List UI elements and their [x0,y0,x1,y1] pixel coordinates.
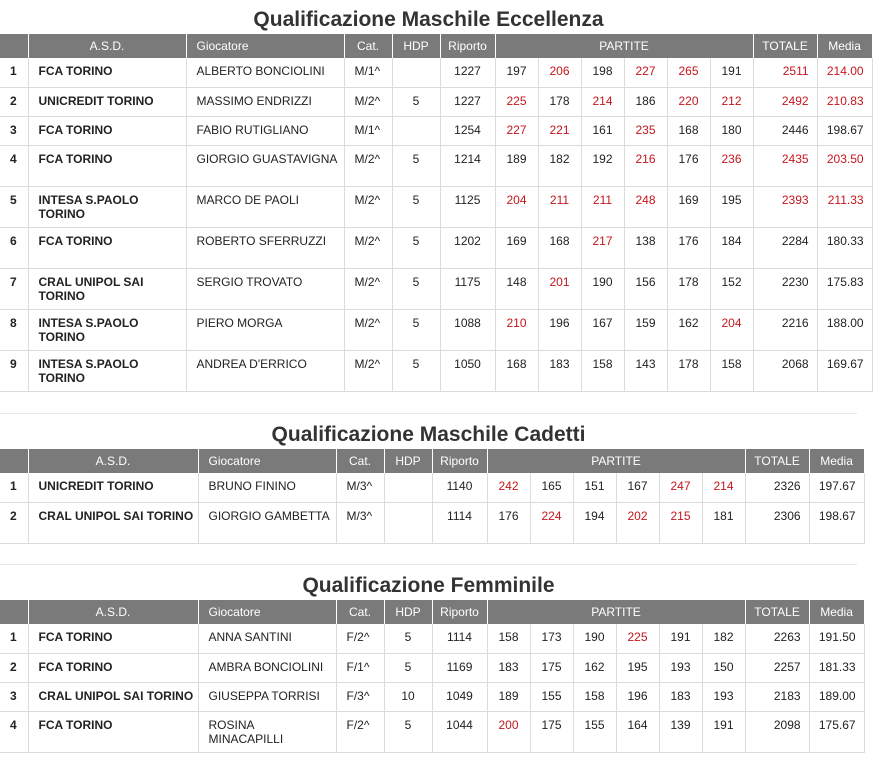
riporto-cell: 1049 [432,682,487,711]
average-cell: 203.50 [817,145,872,186]
average-cell: 191.50 [809,624,864,653]
game-score-cell: 178 [667,350,710,391]
player-cell: GIORGIO GUASTAVIGNA [186,145,344,186]
results-section [0,421,857,544]
rank-cell: 2 [0,653,28,682]
total-cell: 2306 [745,502,809,543]
player-cell: AMBRA BONCIOLINI [198,653,336,682]
game-score-cell: 156 [624,268,667,309]
total-cell: 2263 [745,624,809,653]
average-cell: 211.33 [817,186,872,227]
riporto-cell: 1088 [440,309,495,350]
game-score-cell: 225 [495,87,538,116]
riporto-cell: 1114 [432,624,487,653]
total-cell: 2284 [753,227,817,268]
riporto-cell: 1140 [432,473,487,502]
section-title: Qualificazione Maschile Cadetti [271,423,586,446]
header-totale: TOTALE [745,600,809,624]
riporto-cell: 1175 [440,268,495,309]
game-score-cell: 217 [581,227,624,268]
game-score-cell: 195 [616,653,659,682]
game-score-cell: 152 [710,268,753,309]
header-hdp: HDP [384,600,432,624]
header-cat: Cat. [344,34,392,58]
game-score-cell: 167 [581,309,624,350]
game-score-cell: 225 [616,624,659,653]
club-cell: FCA TORINO [28,653,198,682]
category-cell: M/1^ [344,58,392,87]
handicap-cell [384,473,432,502]
game-score-cell: 186 [624,87,667,116]
game-score-cell: 214 [702,473,745,502]
handicap-cell: 5 [392,309,440,350]
handicap-cell: 5 [392,227,440,268]
total-cell: 2446 [753,116,817,145]
game-score-cell: 211 [581,186,624,227]
table-row [0,711,864,752]
riporto-cell: 1227 [440,58,495,87]
average-cell: 181.33 [809,653,864,682]
game-score-cell: 182 [538,145,581,186]
game-score-cell: 167 [616,473,659,502]
game-score-cell: 193 [659,653,702,682]
handicap-cell: 5 [384,653,432,682]
table-row [0,186,872,227]
game-score-cell: 139 [659,711,702,752]
game-score-cell: 196 [538,309,581,350]
player-cell: ALBERTO BONCIOLINI [186,58,344,87]
game-score-cell: 176 [487,502,530,543]
player-cell: ANDREA D'ERRICO [186,350,344,391]
riporto-cell: 1169 [432,653,487,682]
player-cell: ROSINA MINACAPILLI [198,711,336,752]
header-partite: PARTITE [487,600,745,624]
game-score-cell: 227 [624,58,667,87]
rank-cell: 2 [0,502,28,543]
category-cell: M/2^ [344,145,392,186]
rank-cell: 8 [0,309,28,350]
club-cell: FCA TORINO [28,58,186,87]
club-cell: FCA TORINO [28,227,186,268]
game-score-cell: 190 [573,624,616,653]
game-score-cell: 265 [667,58,710,87]
total-cell: 2435 [753,145,817,186]
club-cell: FCA TORINO [28,145,186,186]
rank-cell: 1 [0,58,28,87]
average-cell: 188.00 [817,309,872,350]
average-cell: 189.00 [809,682,864,711]
category-cell: M/3^ [336,473,384,502]
header-riporto: Riporto [432,600,487,624]
club-cell: FCA TORINO [28,116,186,145]
total-cell: 2393 [753,186,817,227]
game-score-cell: 200 [487,711,530,752]
game-score-cell: 175 [530,653,573,682]
header-rank [0,449,28,473]
handicap-cell [392,58,440,87]
table-row [0,227,872,268]
handicap-cell: 5 [392,186,440,227]
category-cell: M/2^ [344,350,392,391]
total-cell: 2492 [753,87,817,116]
table-row [0,58,872,87]
game-score-cell: 169 [495,227,538,268]
rank-cell: 7 [0,268,28,309]
average-cell: 198.67 [809,502,864,543]
total-cell: 2068 [753,350,817,391]
section-divider [0,413,857,414]
average-cell: 210.83 [817,87,872,116]
header-row [0,34,872,58]
total-cell: 2230 [753,268,817,309]
game-score-cell: 143 [624,350,667,391]
handicap-cell: 5 [384,711,432,752]
rank-cell: 3 [0,116,28,145]
game-score-cell: 158 [487,624,530,653]
header-rank [0,34,28,58]
player-cell: FABIO RUTIGLIANO [186,116,344,145]
header-row [0,449,864,473]
rank-cell: 4 [0,711,28,752]
header-riporto: Riporto [432,449,487,473]
club-cell: CRAL UNIPOL SAI TORINO [28,682,198,711]
club-cell: UNICREDIT TORINO [28,473,198,502]
player-cell: MASSIMO ENDRIZZI [186,87,344,116]
riporto-cell: 1254 [440,116,495,145]
game-score-cell: 164 [616,711,659,752]
table-row [0,502,864,543]
total-cell: 2216 [753,309,817,350]
club-cell: CRAL UNIPOL SAI TORINO [28,502,198,543]
table-row [0,682,864,711]
riporto-cell: 1044 [432,711,487,752]
total-cell: 2098 [745,711,809,752]
game-score-cell: 210 [495,309,538,350]
rank-cell: 6 [0,227,28,268]
game-score-cell: 168 [667,116,710,145]
header-rank [0,600,28,624]
game-score-cell: 173 [530,624,573,653]
header-partite: PARTITE [495,34,753,58]
game-score-cell: 196 [616,682,659,711]
game-score-cell: 181 [702,502,745,543]
section-divider [0,564,857,565]
game-score-cell: 191 [710,58,753,87]
player-cell: ANNA SANTINI [198,624,336,653]
average-cell: 169.67 [817,350,872,391]
game-score-cell: 224 [530,502,573,543]
rank-cell: 9 [0,350,28,391]
average-cell: 214.00 [817,58,872,87]
riporto-cell: 1125 [440,186,495,227]
table-row [0,145,872,186]
club-cell: INTESA S.PAOLO TORINO [28,309,186,350]
category-cell: M/2^ [344,227,392,268]
game-score-cell: 190 [581,268,624,309]
results-table [0,449,865,544]
results-table [0,600,865,753]
category-cell: F/1^ [336,653,384,682]
game-score-cell: 192 [581,145,624,186]
results-section [0,6,864,392]
category-cell: F/2^ [336,624,384,653]
game-score-cell: 138 [624,227,667,268]
category-cell: M/3^ [336,502,384,543]
header-player: Giocatore [198,600,336,624]
category-cell: M/2^ [344,268,392,309]
header-media: Media [809,600,864,624]
total-cell: 2183 [745,682,809,711]
game-score-cell: 158 [573,682,616,711]
category-cell: M/1^ [344,116,392,145]
table-row [0,268,872,309]
game-score-cell: 151 [573,473,616,502]
player-cell: ROBERTO SFERRUZZI [186,227,344,268]
game-score-cell: 212 [710,87,753,116]
game-score-cell: 183 [659,682,702,711]
game-score-cell: 193 [702,682,745,711]
game-score-cell: 198 [581,58,624,87]
results-table [0,34,873,392]
rank-cell: 5 [0,186,28,227]
riporto-cell: 1050 [440,350,495,391]
game-score-cell: 189 [487,682,530,711]
rank-cell: 4 [0,145,28,186]
game-score-cell: 235 [624,116,667,145]
header-player: Giocatore [198,449,336,473]
header-row [0,600,864,624]
average-cell: 197.67 [809,473,864,502]
total-cell: 2511 [753,58,817,87]
handicap-cell: 5 [392,87,440,116]
game-score-cell: 178 [538,87,581,116]
club-cell: FCA TORINO [28,624,198,653]
player-cell: GIUSEPPA TORRISI [198,682,336,711]
header-cat: Cat. [336,600,384,624]
category-cell: M/2^ [344,87,392,116]
game-score-cell: 204 [495,186,538,227]
handicap-cell: 5 [392,145,440,186]
game-score-cell: 183 [538,350,581,391]
total-cell: 2257 [745,653,809,682]
header-hdp: HDP [384,449,432,473]
riporto-cell: 1227 [440,87,495,116]
game-score-cell: 169 [667,186,710,227]
club-cell: UNICREDIT TORINO [28,87,186,116]
rank-cell: 1 [0,473,28,502]
rank-cell: 2 [0,87,28,116]
game-score-cell: 194 [573,502,616,543]
game-score-cell: 180 [710,116,753,145]
rank-cell: 3 [0,682,28,711]
header-hdp: HDP [392,34,440,58]
game-score-cell: 165 [530,473,573,502]
header-cat: Cat. [336,449,384,473]
table-row [0,473,864,502]
game-score-cell: 248 [624,186,667,227]
header-totale: TOTALE [753,34,817,58]
game-score-cell: 162 [667,309,710,350]
category-cell: M/2^ [344,186,392,227]
results-section [0,572,857,753]
game-score-cell: 155 [573,711,616,752]
game-score-cell: 148 [495,268,538,309]
average-cell: 175.67 [809,711,864,752]
game-score-cell: 150 [702,653,745,682]
category-cell: M/2^ [344,309,392,350]
club-cell: INTESA S.PAOLO TORINO [28,186,186,227]
game-score-cell: 220 [667,87,710,116]
riporto-cell: 1202 [440,227,495,268]
total-cell: 2326 [745,473,809,502]
header-totale: TOTALE [745,449,809,473]
player-cell: GIORGIO GAMBETTA [198,502,336,543]
club-cell: INTESA S.PAOLO TORINO [28,350,186,391]
table-row [0,624,864,653]
game-score-cell: 158 [581,350,624,391]
game-score-cell: 176 [667,145,710,186]
game-score-cell: 206 [538,58,581,87]
header-asd: A.S.D. [28,600,198,624]
player-cell: BRUNO FININO [198,473,336,502]
game-score-cell: 183 [487,653,530,682]
player-cell: SERGIO TROVATO [186,268,344,309]
riporto-cell: 1114 [432,502,487,543]
header-media: Media [809,449,864,473]
game-score-cell: 155 [530,682,573,711]
handicap-cell: 5 [392,268,440,309]
game-score-cell: 197 [495,58,538,87]
game-score-cell: 168 [495,350,538,391]
game-score-cell: 227 [495,116,538,145]
header-partite: PARTITE [487,449,745,473]
game-score-cell: 204 [710,309,753,350]
game-score-cell: 211 [538,186,581,227]
header-asd: A.S.D. [28,34,186,58]
table-row [0,350,872,391]
game-score-cell: 191 [659,624,702,653]
handicap-cell [384,502,432,543]
game-score-cell: 236 [710,145,753,186]
table-row [0,87,872,116]
table-row [0,116,872,145]
handicap-cell: 5 [392,350,440,391]
game-score-cell: 215 [659,502,702,543]
game-score-cell: 242 [487,473,530,502]
game-score-cell: 201 [538,268,581,309]
header-riporto: Riporto [440,34,495,58]
game-score-cell: 189 [495,145,538,186]
riporto-cell: 1214 [440,145,495,186]
section-title: Qualificazione Femminile [302,574,555,597]
rank-cell: 1 [0,624,28,653]
game-score-cell: 168 [538,227,581,268]
player-cell: MARCO DE PAOLI [186,186,344,227]
header-asd: A.S.D. [28,449,198,473]
average-cell: 175.83 [817,268,872,309]
average-cell: 198.67 [817,116,872,145]
game-score-cell: 221 [538,116,581,145]
category-cell: F/3^ [336,682,384,711]
game-score-cell: 247 [659,473,702,502]
header-media: Media [817,34,872,58]
game-score-cell: 214 [581,87,624,116]
handicap-cell [392,116,440,145]
table-row [0,309,872,350]
game-score-cell: 178 [667,268,710,309]
club-cell: FCA TORINO [28,711,198,752]
category-cell: F/2^ [336,711,384,752]
header-player: Giocatore [186,34,344,58]
game-score-cell: 191 [702,711,745,752]
game-score-cell: 158 [710,350,753,391]
table-row [0,653,864,682]
game-score-cell: 162 [573,653,616,682]
average-cell: 180.33 [817,227,872,268]
handicap-cell: 5 [384,624,432,653]
game-score-cell: 202 [616,502,659,543]
section-title: Qualificazione Maschile Eccellenza [253,8,604,31]
game-score-cell: 161 [581,116,624,145]
game-score-cell: 184 [710,227,753,268]
game-score-cell: 176 [667,227,710,268]
handicap-cell: 10 [384,682,432,711]
game-score-cell: 159 [624,309,667,350]
club-cell: CRAL UNIPOL SAI TORINO [28,268,186,309]
player-cell: PIERO MORGA [186,309,344,350]
game-score-cell: 182 [702,624,745,653]
game-score-cell: 216 [624,145,667,186]
game-score-cell: 175 [530,711,573,752]
game-score-cell: 195 [710,186,753,227]
